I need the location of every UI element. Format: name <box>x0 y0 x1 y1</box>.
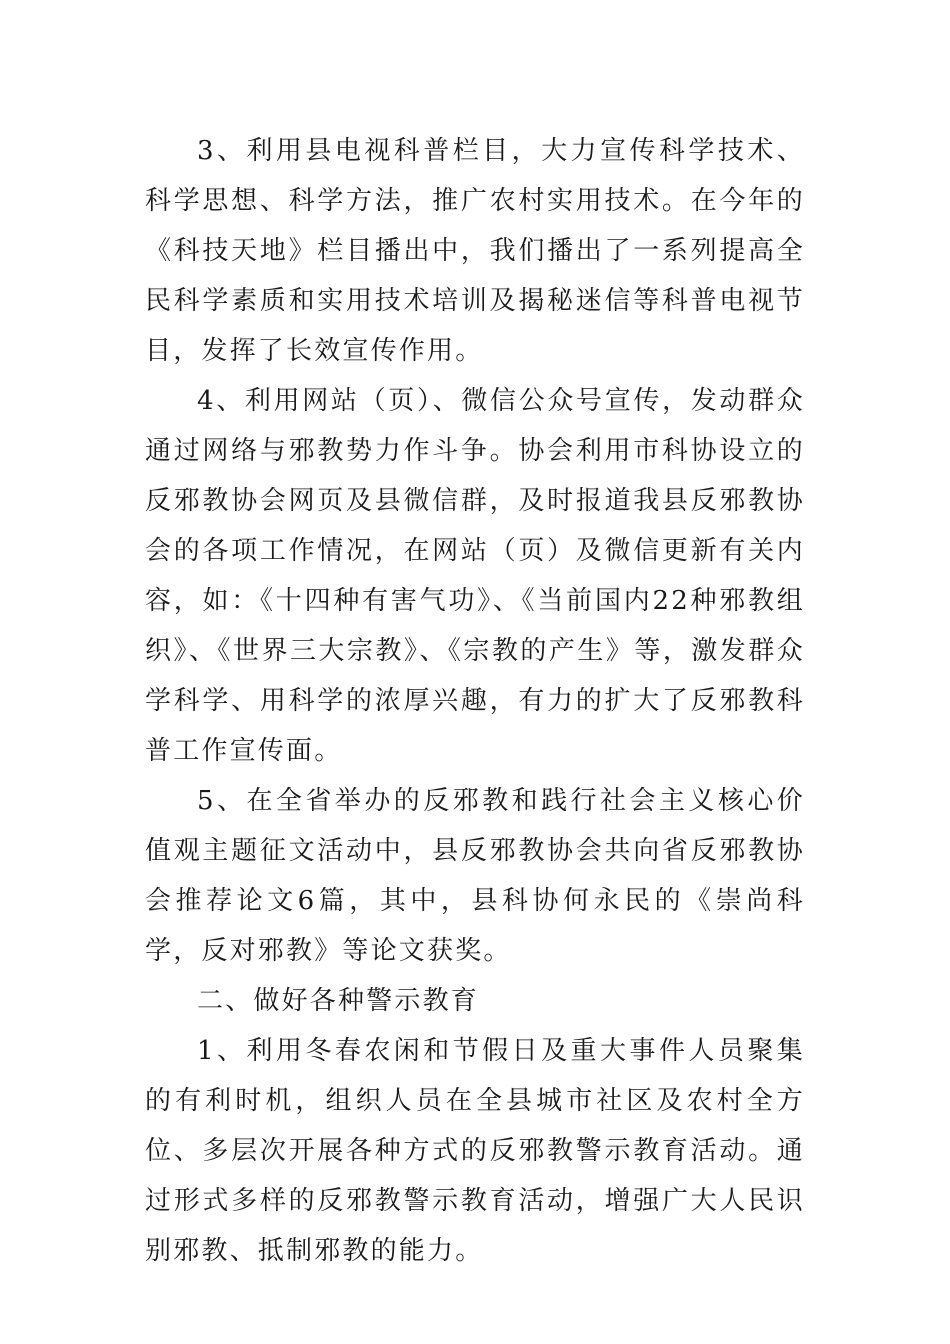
paragraph-essay-contest: 5、在全省举办的反邪教和践行社会主义核心价值观主题征文活动中，县反邪教协会共向省反邪教协会推荐论文6篇，其中，县科协何永民的《崇尚科学，反对邪教》等论文获奖。 <box>145 786 805 966</box>
paragraph-tv-program: 3、利用县电视科普栏目，大力宣传科学技术、科学思想、科学方法，推广农村实用技术。在今年的《科技天地》栏目播出中，我们播出了一系列提高全民科学素质和实用技术培训及揭秘迷信等科普电视节目，发挥了长效宣传作用。 <box>145 136 805 366</box>
paragraph-warning-activities: 1、利用冬春农闲和节假日及重大事件人员聚集的有利时机，组织人员在全县城市社区及农村全方位、多层次开展各种方式的反邪教警示教育活动。通过形式多样的反邪教警示教育活动，增强广大人民识别邪教、抵制邪教的能力。 <box>145 1036 805 1266</box>
document-body <box>145 126 805 1276</box>
paragraph-website-wechat: 4、利用网站（页）、微信公众号宣传，发动群众通过网络与邪教势力作斗争。协会利用市科协设立的反邪教协会网页及县微信群，及时报道我县反邪教协会的各项工作情况，在网站（页）及微信更新有关内容，如：《十四种有害气功》、《当前国内22种邪教组织》、《世界三大宗教》、《宗教的产生》等，激发群众学科学、用科学的浓厚兴趣，有力的扩大了反邪教科普工作宣传面。 <box>145 386 805 766</box>
section-heading-warning-education: 二、做好各种警示教育 <box>197 986 480 1016</box>
